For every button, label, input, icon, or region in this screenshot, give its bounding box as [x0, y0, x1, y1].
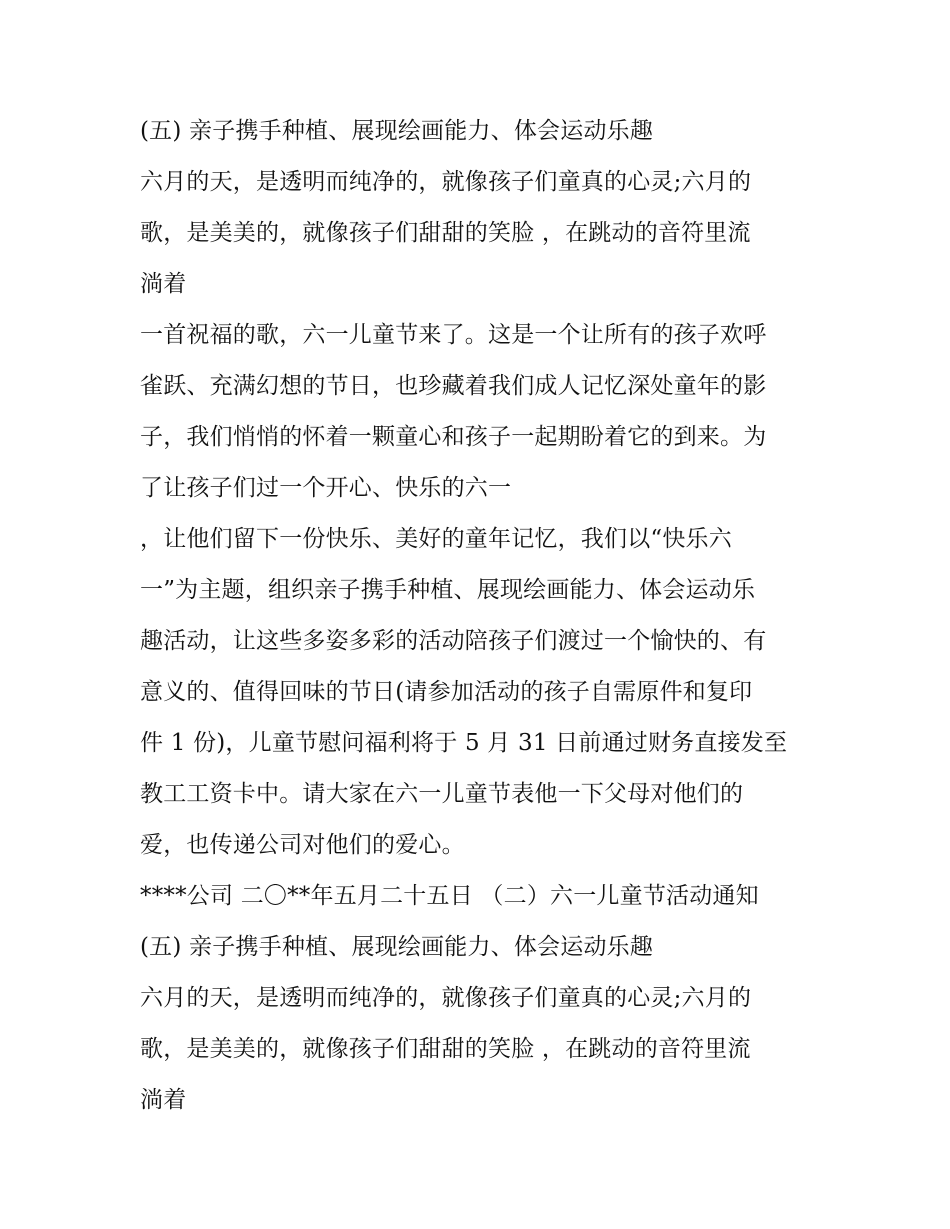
text-line: 淌着 — [140, 1087, 187, 1113]
signature-and-title-line: ****公司 二〇**年五月二十五日 （二）六一儿童节活动通知 — [140, 883, 759, 909]
text-line: 一”为主题，组织亲子携手种植、展现绘画能力、体会运动乐 — [140, 577, 756, 603]
text-line: 件 1 份)，儿童节慰问福利将于 5 月 31 日前通过财务直接发至 — [140, 730, 788, 756]
heading-section-five-repeat: (五) 亲子携手种植、展现绘画能力、体会运动乐趣 — [140, 934, 654, 960]
text-line: 教工工资卡中。请大家在六一儿童节表他一下父母对他们的 — [140, 781, 744, 807]
text-line: 歌，是美美的，就像孩子们甜甜的笑脸 ，在跳动的音符里流 — [140, 1036, 751, 1062]
text-line: 六月的天，是透明而纯净的，就像孩子们童真的心灵;六月的 — [140, 169, 752, 195]
text-line: 子，我们悄悄的怀着一颗童心和孩子一起期盼着它的到来。为 — [140, 424, 767, 450]
text-line: 雀跃、充满幻想的节日，也珍藏着我们成人记忆深处童年的影 — [140, 373, 767, 399]
text-line: 了让孩子们过一个开心、快乐的六一 — [140, 475, 512, 501]
text-line: 淌着 — [140, 271, 187, 297]
text-line: 爱，也传递公司对他们的爱心。 — [140, 832, 465, 858]
text-line: ，让他们留下一份快乐、美好的童年记忆，我们以“快乐六 — [140, 526, 732, 552]
text-line: 趣活动，让这些多姿多彩的活动陪孩子们渡过一个愉快的、有 — [140, 628, 767, 654]
text-line: 意义的、值得回味的节日(请参加活动的孩子自需原件和复印 — [140, 679, 753, 705]
text-line: 六月的天，是透明而纯净的，就像孩子们童真的心灵;六月的 — [140, 985, 752, 1011]
text-line: 歌，是美美的，就像孩子们甜甜的笑脸 ，在跳动的音符里流 — [140, 220, 751, 246]
text-line: 一首祝福的歌，六一儿童节来了。这是一个让所有的孩子欢呼 — [140, 322, 767, 348]
heading-section-five: (五) 亲子携手种植、展现绘画能力、体会运动乐趣 — [140, 118, 654, 144]
